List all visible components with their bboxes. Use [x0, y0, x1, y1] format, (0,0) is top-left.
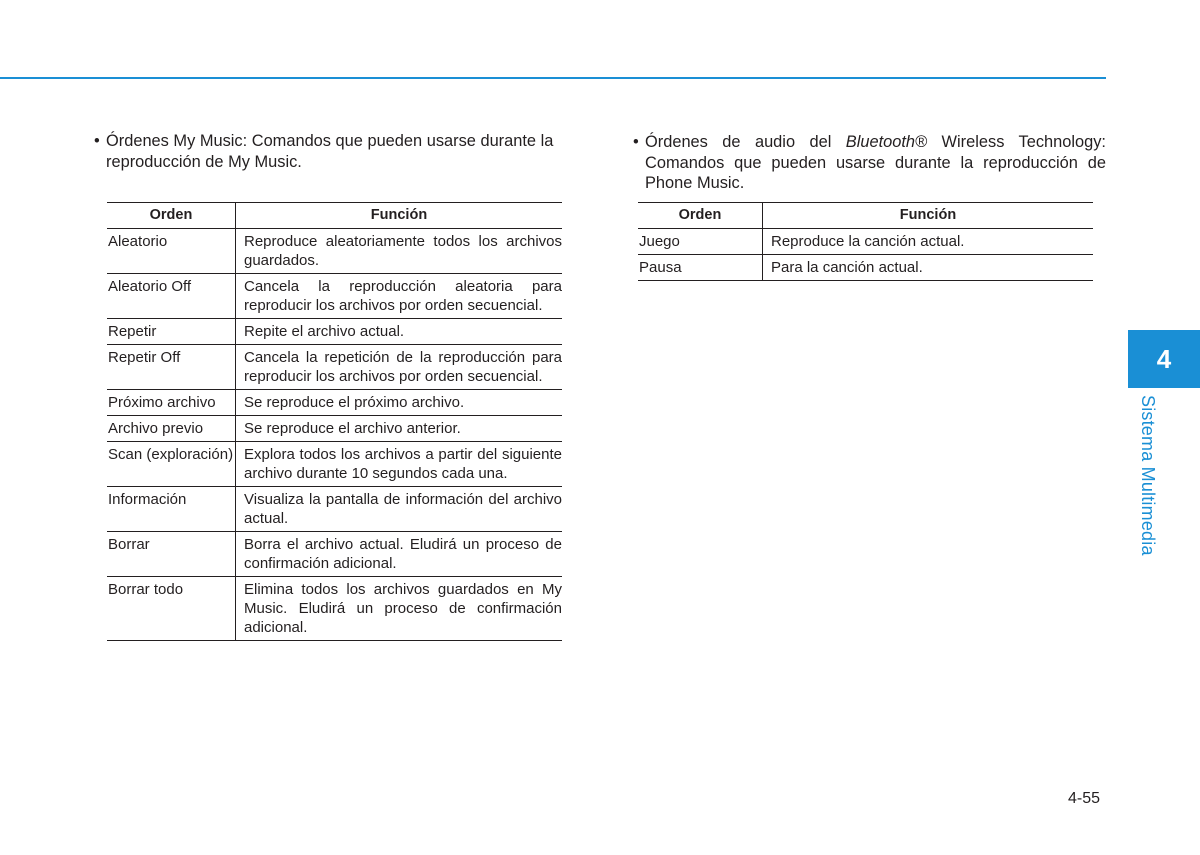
table-row [107, 319, 562, 345]
table-header-row [638, 203, 1093, 229]
table-row [107, 442, 562, 487]
command-cell: Aleatorio [107, 229, 236, 274]
bullet-dot: • [633, 133, 639, 151]
function-cell: Elimina todos los archivos guardados en My Music. Eludirá un proceso de confirmación adicional. [236, 577, 563, 641]
command-cell: Juego [638, 229, 763, 255]
page-number: 4-55 [1068, 790, 1101, 807]
my-music-intro-text: Órdenes My Music: Comandos que pueden usarse durante la reproducción de My Music. [106, 132, 554, 171]
function-cell: Cancela la reproducción aleatoria para reproducir los archivos por orden secuencial. [236, 274, 563, 319]
bluetooth-brand: Bluetooth® [845, 133, 928, 151]
bluetooth-intro-prefix: Órdenes de audio del [645, 133, 846, 151]
table-row [107, 345, 562, 390]
command-cell: Scan (exploración) [107, 442, 236, 487]
table-row [107, 577, 562, 641]
table-row [107, 390, 562, 416]
function-cell: Explora todos los archivos a partir del siguiente archivo durante 10 segundos cada una. [236, 442, 563, 487]
command-cell: Borrar todo [107, 577, 236, 641]
chapter-number: 4 [1156, 343, 1172, 374]
bullet-dot: • [94, 132, 100, 150]
chapter-title: Sistema Multimedia [1138, 395, 1158, 556]
table-row [638, 229, 1093, 255]
column-header-funcion: Función [763, 203, 1094, 229]
table-row [107, 274, 562, 319]
my-music-commands-intro [94, 131, 576, 172]
command-cell: Información [107, 487, 236, 532]
chapter-tab [1128, 330, 1200, 388]
command-cell: Repetir [107, 319, 236, 345]
command-cell: Repetir Off [107, 345, 236, 390]
command-cell: Archivo previo [107, 416, 236, 442]
table-row [638, 255, 1093, 281]
function-cell: Cancela la repetición de la reproducción para reproducir los archivos por orden secuencial. [236, 345, 563, 390]
column-header-funcion: Función [236, 203, 563, 229]
command-cell: Próximo archivo [107, 390, 236, 416]
header-rule [0, 77, 1106, 79]
table-row [107, 487, 562, 532]
function-cell: Borra el archivo actual. Eludirá un proceso de confirmación adicional. [236, 532, 563, 577]
function-cell: Se reproduce el próximo archivo. [236, 390, 563, 416]
command-cell: Borrar [107, 532, 236, 577]
bluetooth-intro-suffix: Wireless Technology: Comandos que pueden usarse durante la reproducción de Phone Music. [645, 133, 1106, 192]
table-row [107, 532, 562, 577]
command-cell: Aleatorio Off [107, 274, 236, 319]
column-header-orden: Orden [107, 203, 236, 229]
bluetooth-commands-intro [633, 132, 1106, 194]
my-music-commands-table [107, 202, 562, 641]
function-cell: Repite el archivo actual. [236, 319, 563, 345]
table-row [107, 416, 562, 442]
command-cell: Pausa [638, 255, 763, 281]
table-row [107, 229, 562, 274]
column-header-orden: Orden [638, 203, 763, 229]
bluetooth-commands-table [638, 202, 1093, 281]
function-cell: Para la canción actual. [763, 255, 1094, 281]
function-cell: Visualiza la pantalla de información del archivo actual. [236, 487, 563, 532]
function-cell: Reproduce la canción actual. [763, 229, 1094, 255]
table-header-row [107, 203, 562, 229]
function-cell: Se reproduce el archivo anterior. [236, 416, 563, 442]
function-cell: Reproduce aleatoriamente todos los archivos guardados. [236, 229, 563, 274]
